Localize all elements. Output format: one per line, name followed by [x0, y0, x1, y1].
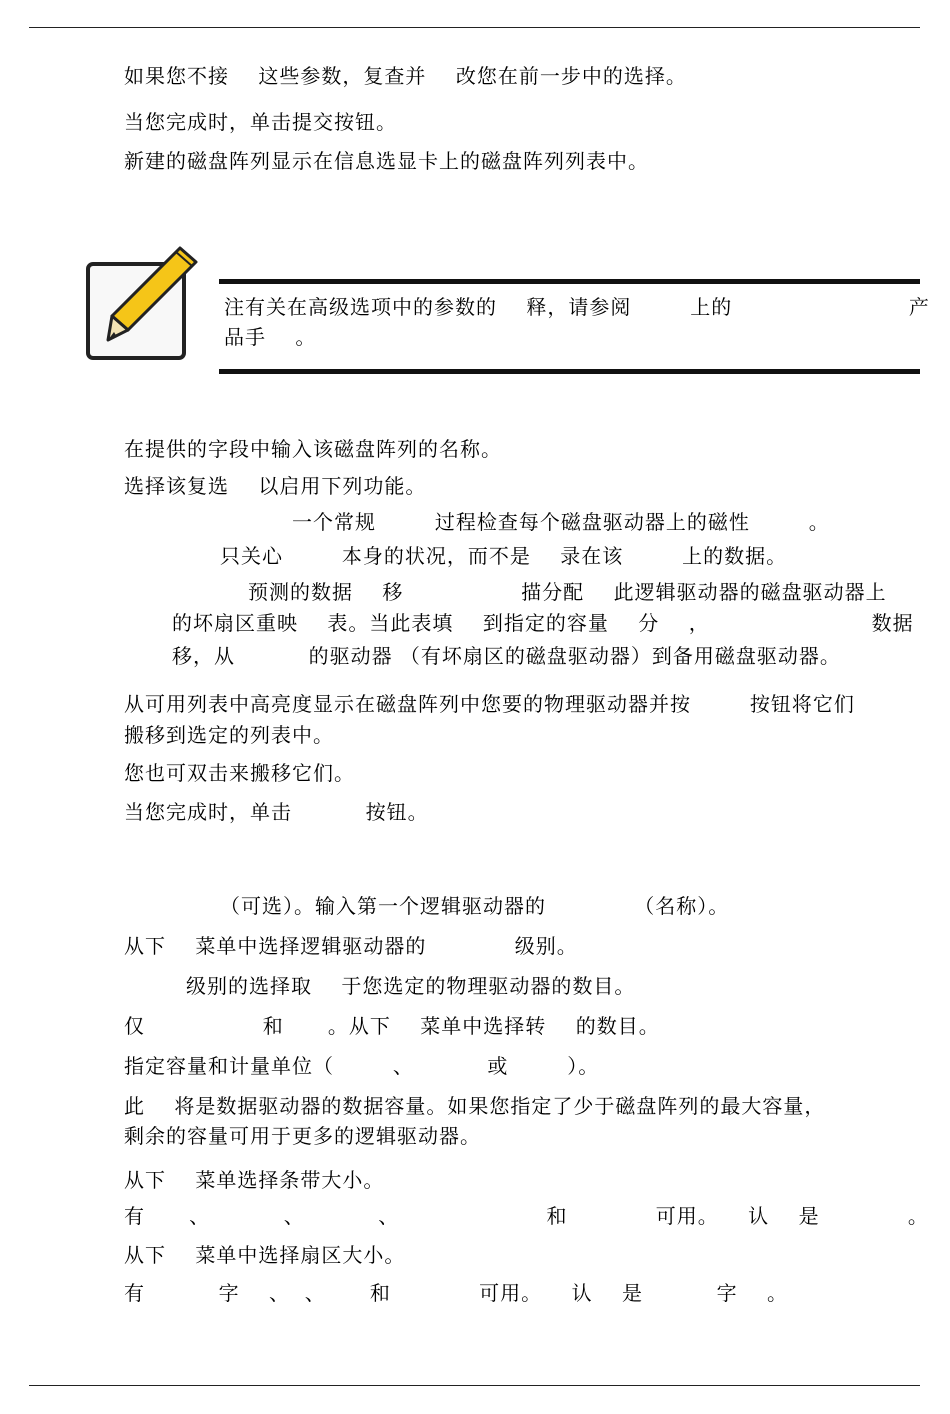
feature-description: 移，从 的驱动器 （有坏扇区的磁盘驱动器）到备用磁盘驱动器。 — [172, 644, 841, 668]
paragraph: 从下 菜单中选择扇区大小。 — [124, 1243, 406, 1267]
note-icon — [86, 262, 186, 360]
paragraph: 选择该复选 以启用下列功能。 — [124, 474, 427, 498]
feature-description: 的坏扇区重映 表。当此表填 到指定的容量 分 ， 数据 — [172, 611, 914, 635]
paragraph: 有 、 、 、 和 可用。 认 是 。 — [124, 1204, 929, 1228]
paragraph: 剩余的容量可用于更多的逻辑驱动器。 — [124, 1124, 481, 1148]
paragraph: 从下 菜单选择条带大小。 — [124, 1168, 385, 1192]
paragraph: 此 将是数据驱动器的数据容量。如果您指定了少于磁盘阵列的最大容量， — [124, 1094, 826, 1118]
paragraph: 从可用列表中高亮度显示在磁盘阵列中您要的物理驱动器并按 按钮将它们 — [124, 692, 855, 716]
pencil-icon — [84, 244, 204, 364]
paragraph: 搬移到选定的列表中。 — [124, 723, 334, 747]
paragraph: 当您完成时，单击提交按钮。 — [124, 110, 397, 134]
feature-description: 只关心 本身的状况，而不是 录在该 上的数据。 — [220, 544, 788, 568]
paragraph: 当您完成时，单击 按钮。 — [124, 800, 429, 824]
footer-rule — [29, 1385, 920, 1386]
paragraph: 您也可双击来搬移它们。 — [124, 761, 355, 785]
feature-description: 一个常规 过程检查每个磁盘驱动器上的磁性 。 — [292, 510, 830, 534]
paragraph: 仅 和 。从下 菜单中选择转 的数目。 — [124, 1014, 660, 1038]
note-line-1: 注有关在高级选项中的参数的 释，请参阅 上的 产 — [224, 295, 930, 319]
header-rule — [29, 27, 920, 28]
paragraph: 在提供的字段中输入该磁盘阵列的名称。 — [124, 437, 502, 461]
note-top-bar — [219, 279, 920, 284]
note-bottom-bar — [219, 369, 920, 374]
paragraph: 级别的选择取 于您选定的物理驱动器的数目。 — [186, 974, 636, 998]
paragraph: 新建的磁盘阵列显示在信息选显卡上的磁盘阵列列表中。 — [124, 149, 649, 173]
feature-description: 预测的数据 移 描分配 此逻辑驱动器的磁盘驱动器上 — [248, 580, 887, 604]
paragraph: 如果您不接 这些参数，复查并 改您在前一步中的选择。 — [124, 64, 687, 88]
paragraph: 从下 菜单中选择逻辑驱动器的 级别。 — [124, 934, 578, 958]
note-text — [224, 292, 930, 352]
paragraph: （可选）。输入第一个逻辑驱动器的 （名称）。 — [220, 894, 730, 918]
paragraph: 有 字 、 、 和 可用。 认 是 字 。 — [124, 1281, 789, 1305]
paragraph: 指定容量和计量单位（ 、 或 ）。 — [124, 1054, 600, 1078]
note-line-2: 品手 。 — [224, 325, 317, 349]
